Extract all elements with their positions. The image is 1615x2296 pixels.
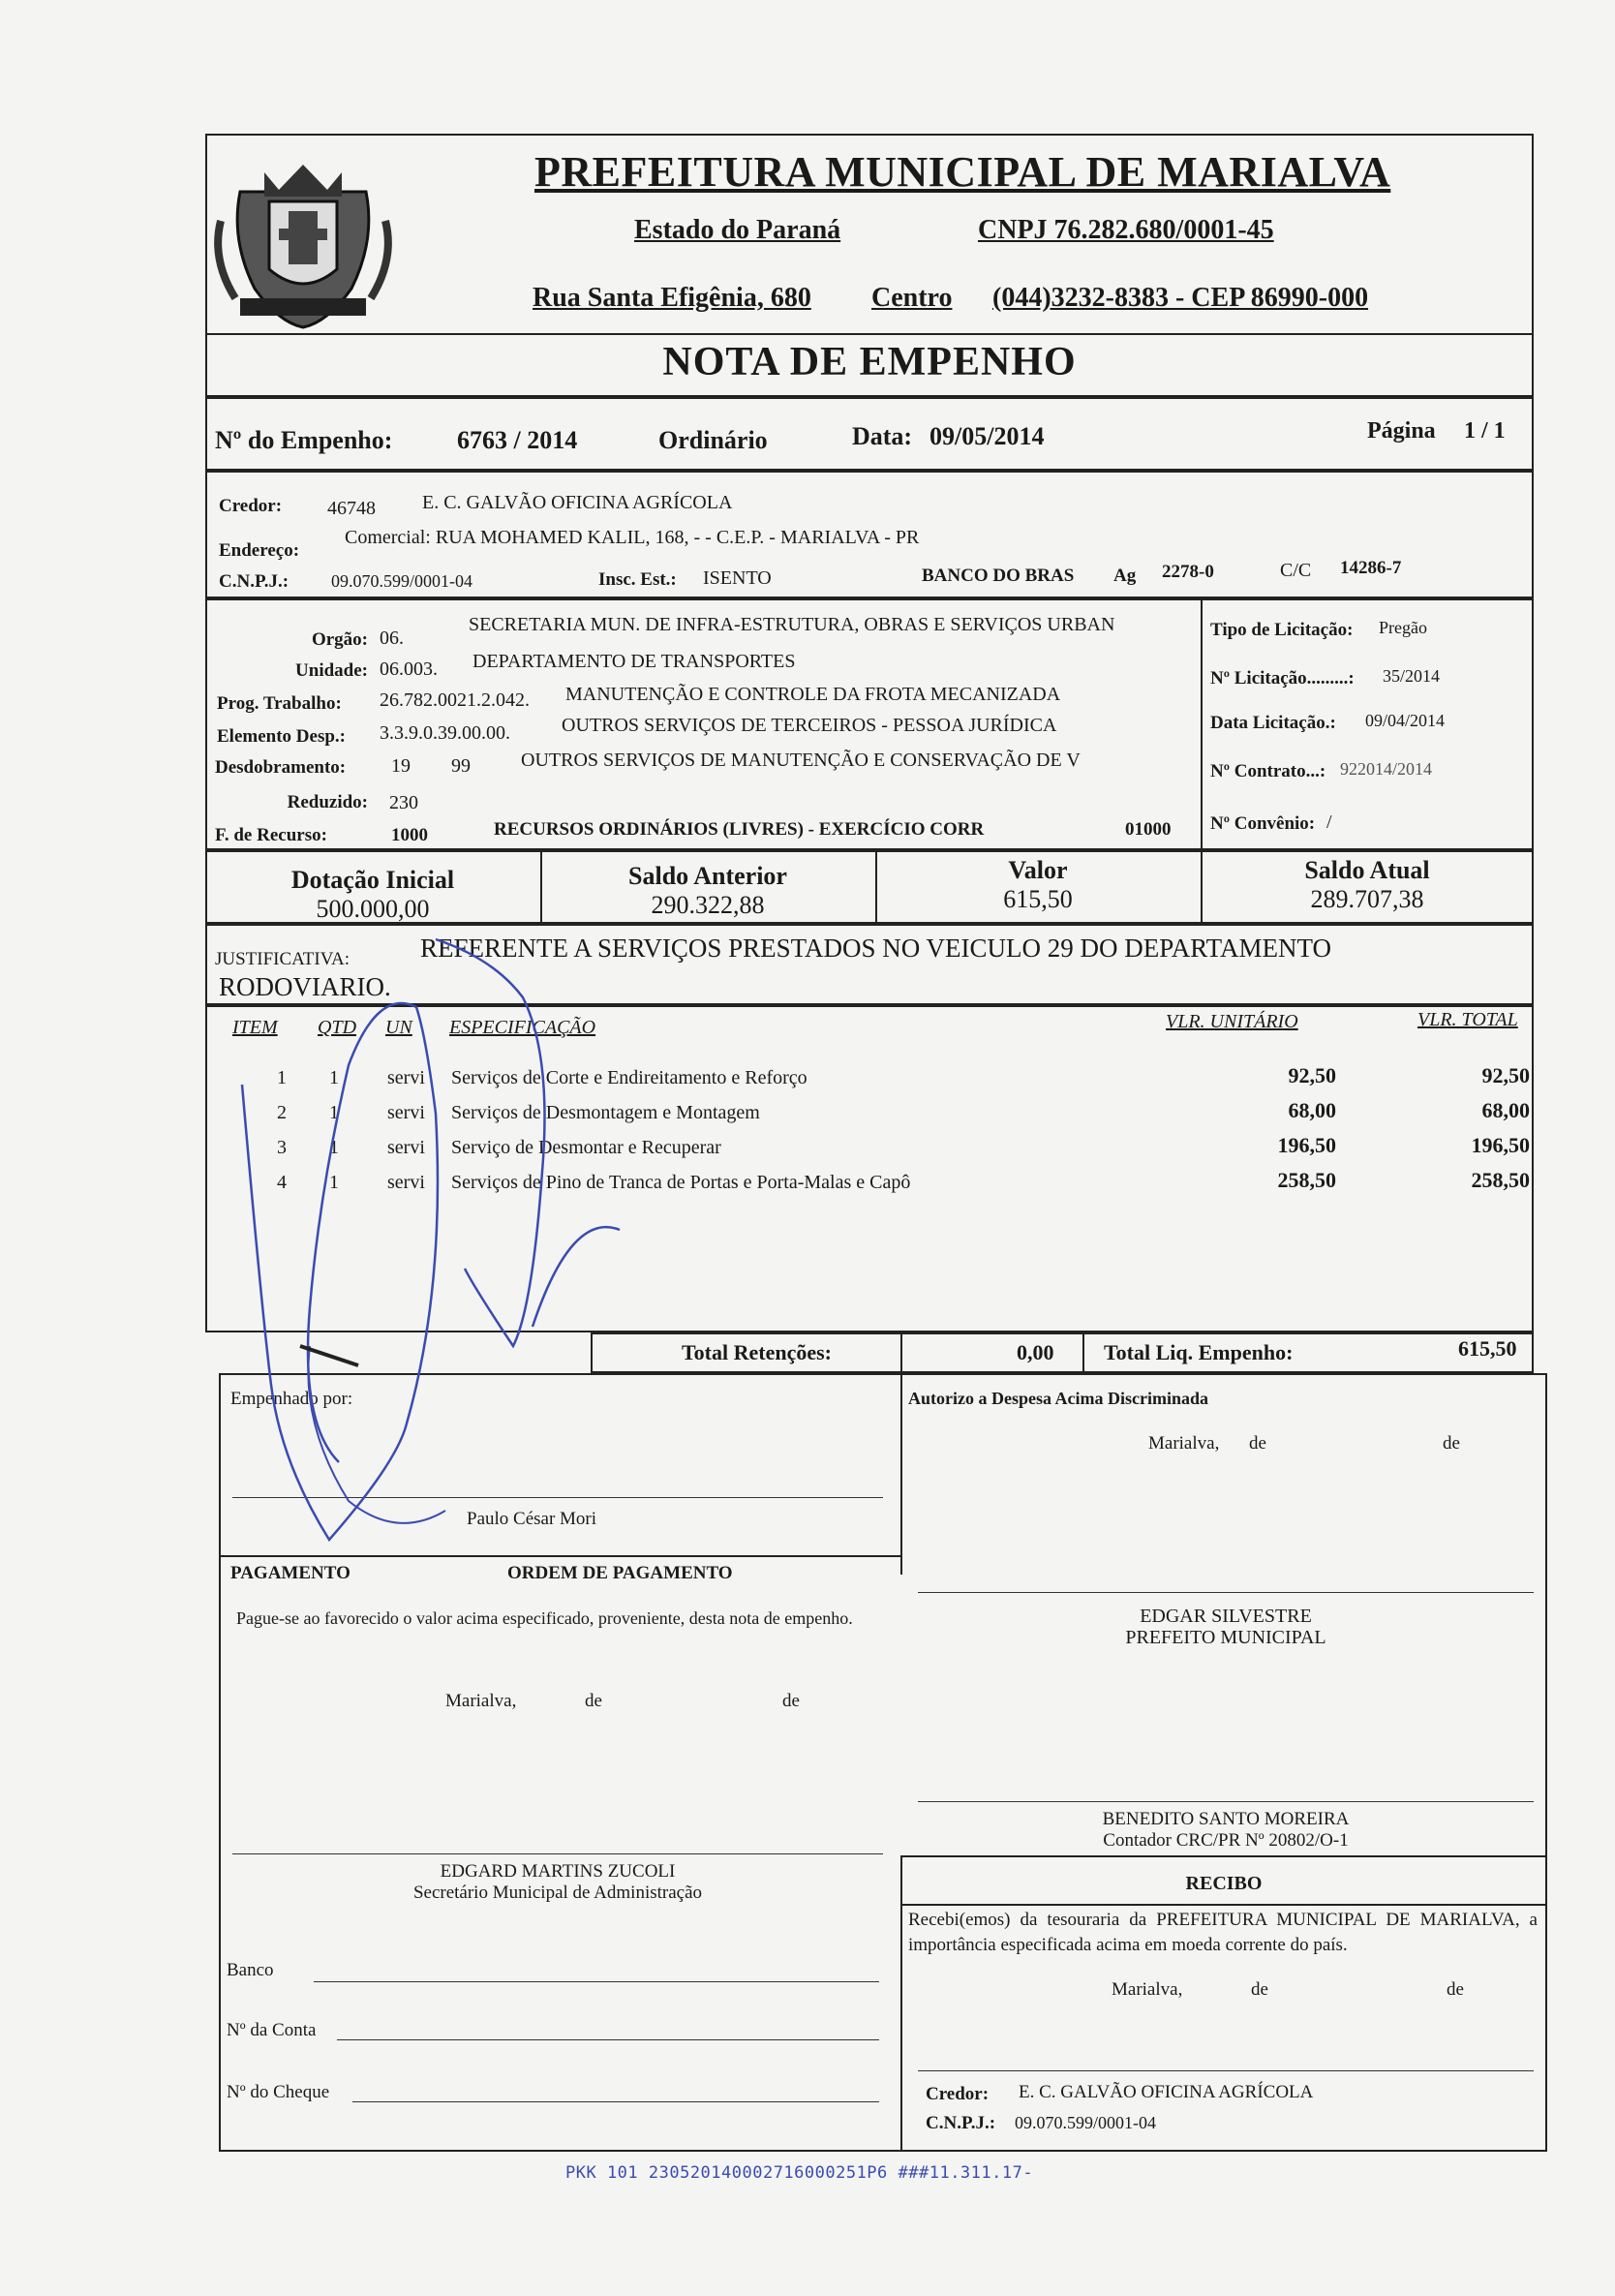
col-header-unit-price: VLR. UNITÁRIO (1166, 1011, 1298, 1032)
empenho-number: 6763 / 2014 (457, 426, 578, 454)
num-licitacao-value: 35/2014 (1383, 666, 1441, 686)
recurso-desc: RECURSOS ORDINÁRIOS (LIVRES) - EXERCÍCIO CORR (494, 819, 985, 840)
divider (205, 333, 1534, 335)
insc-value: ISENTO (703, 567, 772, 589)
prog-label: Prog. Trabalho: (217, 693, 342, 714)
cheque-field-line (352, 2101, 879, 2102)
convenio-value: / (1326, 811, 1332, 833)
col-header-un: UN (385, 1017, 412, 1038)
divider (900, 1332, 902, 1373)
liquido-label: Total Liq. Empenho: (1104, 1340, 1294, 1364)
justificativa-text-line-1: REFERENTE A SERVIÇOS PRESTADOS NO VEICULO 29 DO DEPARTAMENTO (420, 934, 1331, 963)
item-unit-price: 196,50 (1277, 1133, 1336, 1157)
autorizo-city: Marialva, (1148, 1433, 1220, 1454)
unidade-code: 06.003. (380, 658, 438, 680)
empenho-type: Ordinário (658, 426, 768, 454)
recibo-box (900, 1855, 1547, 2152)
insc-label: Insc. Est.: (598, 569, 677, 590)
elemento-label: Elemento Desp.: (217, 726, 346, 747)
empenho-number-label: Nº do Empenho: (215, 426, 393, 454)
page-value: 1 / 1 (1464, 418, 1506, 444)
recurso-label: F. de Recurso: (215, 825, 327, 845)
signature-line (918, 1801, 1534, 1802)
date-value: 09/05/2014 (929, 422, 1045, 450)
item-description: Serviço de Desmontar e Recuperar (451, 1137, 721, 1158)
item-number: 2 (277, 1102, 287, 1123)
recibo-text: Recebi(emos) da tesouraria da PREFEITURA MUNICIPAL DE MARIALVA, a importância especificada acima em moeda corrente do país. (908, 1910, 1538, 1955)
secretario-name: EDGARD MARTINS ZUCOLI (440, 1861, 676, 1882)
col-header-total: VLR. TOTAL (1417, 1009, 1518, 1030)
secretario-role: Secretário Municipal de Administração (412, 1883, 703, 1903)
signature-line (232, 1853, 883, 1854)
saldo-anterior-label: Saldo Anterior (628, 862, 787, 890)
divider (1082, 1332, 1084, 1373)
conta-field-line (337, 2039, 879, 2040)
item-unit: servi (387, 1137, 425, 1158)
saldo-atual-value: 289.707,38 (1310, 885, 1424, 913)
prefeito-name: EDGAR SILVESTRE (1140, 1606, 1312, 1627)
elemento-desc: OUTROS SERVIÇOS DE TERCEIROS - PESSOA JURÍDICA (562, 715, 1057, 736)
item-qty: 1 (329, 1137, 339, 1158)
coat-of-arms-logo (211, 153, 395, 337)
unidade-label: Unidade: (295, 660, 368, 681)
city-cnpj: CNPJ 76.282.680/0001-45 (978, 215, 1274, 245)
item-unit: servi (387, 1067, 425, 1088)
recibo-credor-value: E. C. GALVÃO OFICINA AGRÍCOLA (1019, 2082, 1314, 2102)
justificativa-text-line-2: RODOVIARIO. (219, 972, 391, 1001)
credor-name: E. C. GALVÃO OFICINA AGRÍCOLA (422, 492, 733, 513)
recibo-de-1: de (1251, 1979, 1268, 2000)
recibo-city: Marialva, (1112, 1979, 1183, 2000)
contador-role: Contador CRC/PR Nº 20802/O-1 (1103, 1830, 1349, 1851)
retencoes-value: 0,00 (1017, 1340, 1054, 1364)
autorizo-de-1: de (1249, 1433, 1266, 1454)
divider (900, 1373, 902, 1575)
item-description: Serviços de Corte e Endireitamento e Reforço (451, 1067, 808, 1088)
convenio-label: Nº Convênio: (1210, 813, 1316, 834)
recibo-de-2: de (1447, 1979, 1464, 2000)
item-qty: 1 (329, 1172, 339, 1193)
state-name: Estado do Paraná (634, 215, 841, 245)
prog-desc: MANUTENÇÃO E CONTROLE DA FROTA MECANIZADA (565, 684, 1061, 705)
col-header-spec: ESPECIFICAÇÃO (449, 1017, 596, 1038)
bank-name: BANCO DO BRAS (922, 566, 1075, 586)
tipo-licitacao-label: Tipo de Licitação: (1210, 620, 1354, 640)
saldo-atual-label: Saldo Atual (1304, 856, 1430, 884)
agency-label: Ag (1113, 566, 1137, 586)
address-phone-cep: (044)3232-8383 - CEP 86990-000 (992, 283, 1369, 313)
empenhado-por-name: Paulo César Mori (467, 1509, 597, 1529)
item-unit-price: 258,50 (1277, 1168, 1336, 1192)
account-value: 14286-7 (1340, 558, 1402, 578)
item-unit-price: 92,50 (1288, 1063, 1336, 1087)
justificativa-label: JUSTIFICATIVA: (215, 949, 350, 969)
signature-line (918, 2070, 1534, 2071)
pagamento-label: PAGAMENTO (230, 1563, 350, 1583)
desdobramento-desc: OUTROS SERVIÇOS DE MANUTENÇÃO E CONSERVAÇÃO DE V (521, 750, 1081, 771)
item-total: 92,50 (1481, 1063, 1530, 1087)
desdobramento-label: Desdobramento: (215, 757, 347, 778)
contador-name: BENEDITO SANTO MOREIRA (1102, 1809, 1350, 1829)
ordem-pagamento-label: ORDEM DE PAGAMENTO (507, 1563, 733, 1583)
date-label: Data: (852, 422, 913, 450)
banco-label: Banco (227, 1960, 274, 1980)
cnpj-value: 09.070.599/0001-04 (331, 571, 472, 591)
elemento-code: 3.3.9.0.39.00.00. (380, 722, 510, 744)
address-district: Centro (871, 283, 953, 313)
col-header-qtd: QTD (318, 1017, 357, 1038)
pague-se-text: Pague-se ao favorecido o valor acima especificado, proveniente, desta nota de empenho. (236, 1608, 853, 1628)
signature-line (918, 1592, 1534, 1593)
contrato-value: 922014/2014 (1340, 759, 1433, 779)
contrato-label: Nº Contrato...: (1210, 761, 1326, 781)
endereco-value: Comercial: RUA MOHAMED KALIL, 168, - - C.E.P. - MARIALVA - PR (345, 527, 920, 548)
endereco-label: Endereço: (219, 540, 300, 561)
orgao-desc: SECRETARIA MUN. DE INFRA-ESTRUTURA, OBRAS E SERVIÇOS URBAN (469, 614, 1115, 635)
credor-label: Credor: (219, 496, 283, 516)
autorizo-label: Autorizo a Despesa Acima Discriminada (908, 1389, 1208, 1408)
item-unit: servi (387, 1102, 425, 1123)
city-hall-title: PREFEITURA MUNICIPAL DE MARIALVA (534, 148, 1391, 196)
item-total: 196,50 (1471, 1133, 1530, 1157)
item-qty: 1 (329, 1102, 339, 1123)
item-unit-price: 68,00 (1288, 1098, 1336, 1122)
address-street: Rua Santa Efigênia, 680 (533, 283, 811, 313)
item-number: 4 (277, 1172, 287, 1193)
pague-de-1: de (585, 1691, 602, 1711)
prog-code: 26.782.0021.2.042. (380, 689, 530, 711)
item-total: 258,50 (1471, 1168, 1530, 1192)
dotacao-label: Dotação Inicial (290, 866, 455, 894)
autorizo-de-2: de (1443, 1433, 1460, 1454)
retencoes-label: Total Retenções: (682, 1340, 832, 1364)
unidade-desc: DEPARTAMENTO DE TRANSPORTES (472, 651, 796, 672)
col-header-item: ITEM (232, 1017, 278, 1038)
desdobramento-code-2: 99 (451, 755, 471, 777)
handwritten-signature (223, 920, 687, 1559)
item-unit: servi (387, 1172, 425, 1193)
footer-code: PKK 101 230520140002716000251P6 ###11.311.17- (565, 2163, 1034, 2183)
pague-de-2: de (782, 1691, 800, 1711)
dotacao-value: 500.000,00 (316, 895, 430, 923)
reduzido-label: Reduzido: (287, 792, 368, 812)
data-licitacao-label: Data Licitação.: (1210, 713, 1336, 733)
desdobramento-code: 19 (391, 755, 411, 777)
item-description: Serviços de Pino de Tranca de Portas e Porta-Malas e Capô (451, 1172, 911, 1193)
orgao-label: Orgão: (311, 629, 368, 650)
banco-field-line (314, 1981, 879, 1982)
valor-value: 615,50 (1003, 885, 1073, 913)
empenhado-por-label: Empenhado por: (230, 1389, 353, 1409)
divider (1201, 598, 1203, 850)
cheque-label: Nº do Cheque (227, 2082, 330, 2102)
page-label: Página (1367, 418, 1436, 444)
divider (900, 1904, 1547, 1906)
item-number: 1 (277, 1067, 287, 1088)
recibo-cnpj-value: 09.070.599/0001-04 (1015, 2113, 1156, 2132)
item-description: Serviços de Desmontagem e Montagem (451, 1102, 760, 1123)
recibo-title: RECIBO (1185, 1873, 1263, 1894)
document-title: NOTA DE EMPENHO (662, 340, 1077, 384)
credor-code: 46748 (327, 498, 376, 519)
data-licitacao-value: 09/04/2014 (1365, 711, 1446, 730)
num-licitacao-label: Nº Licitação.........: (1210, 668, 1355, 689)
pague-city: Marialva, (445, 1691, 517, 1711)
saldo-anterior-value: 290.322,88 (651, 891, 765, 919)
conta-label: Nº da Conta (227, 2020, 317, 2040)
prefeito-role: PREFEITO MUNICIPAL (1125, 1627, 1326, 1648)
liquido-value: 615,50 (1458, 1336, 1517, 1361)
valor-label: Valor (1008, 856, 1068, 884)
account-label: C/C (1280, 560, 1312, 581)
item-total: 68,00 (1481, 1098, 1530, 1122)
orgao-code: 06. (380, 628, 404, 649)
item-qty: 1 (329, 1067, 339, 1088)
tipo-licitacao-value: Pregão (1379, 618, 1427, 637)
cnpj-label: C.N.P.J.: (219, 571, 289, 592)
reduzido-value: 230 (389, 792, 418, 813)
recibo-credor-label: Credor: (926, 2084, 990, 2104)
recurso-code-2: 01000 (1125, 819, 1172, 840)
item-number: 3 (277, 1137, 287, 1158)
recurso-code: 1000 (391, 825, 428, 845)
recibo-cnpj-label: C.N.P.J.: (926, 2113, 996, 2133)
agency-value: 2278-0 (1162, 562, 1214, 582)
